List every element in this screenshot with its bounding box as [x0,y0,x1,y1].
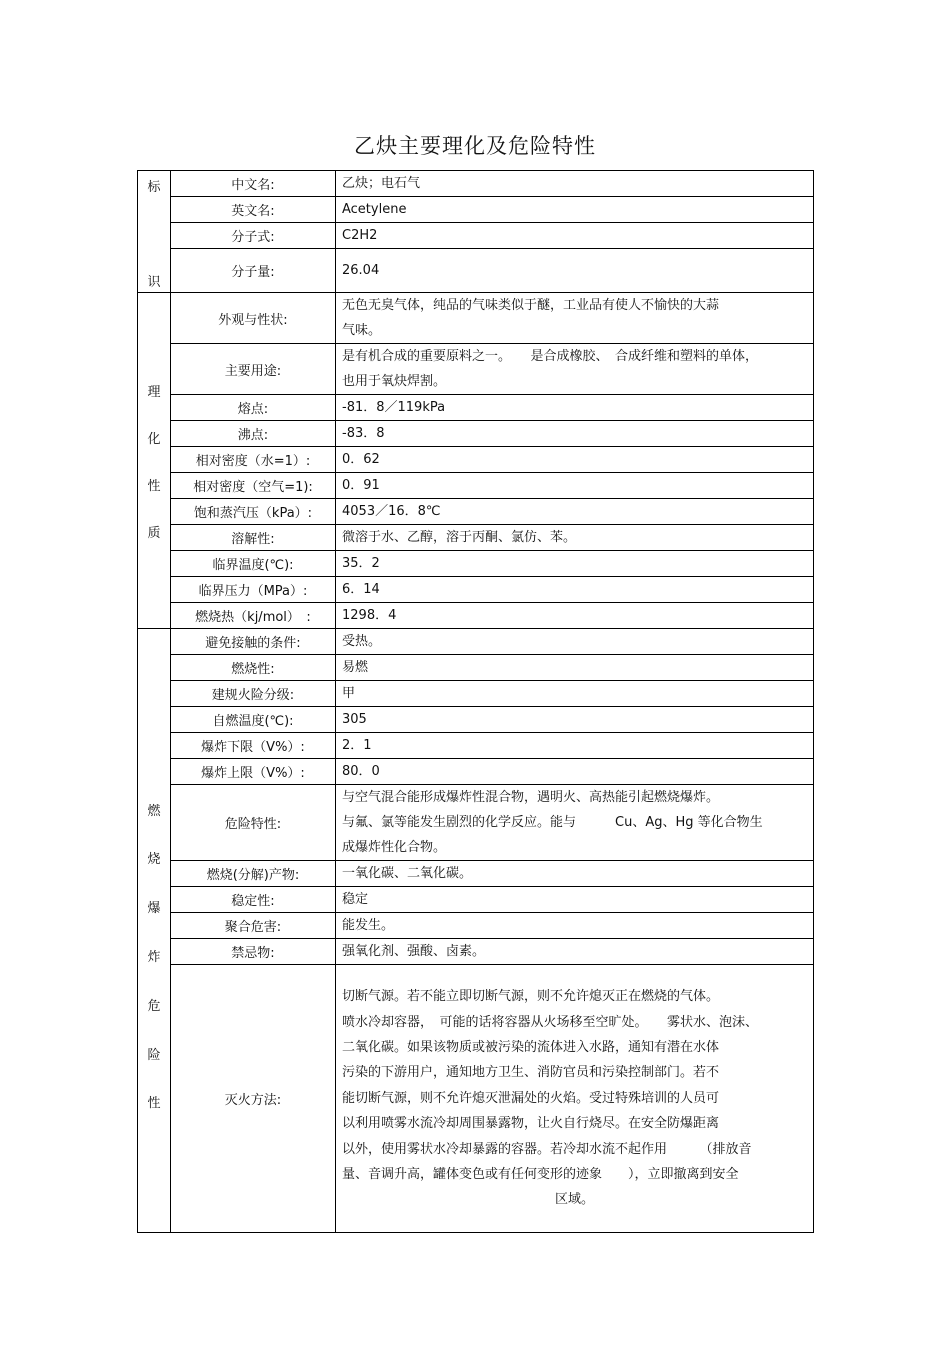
field-label: 英文名: [171,197,336,223]
table-row [138,913,814,939]
category-identification [138,171,171,293]
field-value: 无色无臭气体，纯品的气味类似于醚，工业品有使人不愉快的大蒜 气味。 [336,293,814,344]
category-char: 性 [147,478,161,494]
category-char: 标 [147,179,161,195]
table-row [138,551,814,577]
table-row [138,965,814,1233]
field-label: 避免接触的条件: [171,629,336,655]
table-row [138,171,814,197]
field-label: 禁忌物: [171,939,336,965]
field-value: 1298．4 [336,603,814,629]
field-value: Acetylene [336,197,814,223]
field-value: 80．0 [336,759,814,785]
field-label: 爆炸上限（V%）: [171,759,336,785]
field-value: 一氧化碳、二氧化碳。 [336,861,814,887]
category-char: 炸 [147,949,161,965]
field-value: 能发生。 [336,913,814,939]
field-value: 0．62 [336,447,814,473]
table-row [138,939,814,965]
category-char: 危 [147,998,161,1014]
field-label: 饱和蒸汽压（kPa）: [171,499,336,525]
table-row [138,785,814,861]
field-value: -81．8／119kPa [336,395,814,421]
category-char: 险 [147,1047,161,1063]
field-value: 35．2 [336,551,814,577]
field-label: 临界温度(℃): [171,551,336,577]
field-value: 26.04 [336,249,814,293]
field-label: 危险特性: [171,785,336,861]
table-row [138,499,814,525]
category-char: 识 [147,274,161,290]
category-combustion-hazard [138,629,171,1233]
category-char: 爆 [147,901,161,917]
field-value: 切断气源。若不能立即切断气源，则不允许熄灭正在燃烧的气体。 喷水冷却容器， 可能的话将容器从火场移至空旷处。 雾状水、泡沫、 二氧化碳。如果该物质或被污染的流体进入水路，通知有潜在水体 污染的下游用户，通知地方卫生、消防官员和污染控制部门。若不 能切断气源，则不允许熄灭泄漏处的火焰。受过特殊培训的人员可 以利用喷雾水流冷却周围暴露物，让火自行烧尽。在安全防爆距离 以外，使用雾状水冷却暴露的容器。若冷却水流不起作用 （排放音 量、音调升高，罐体变色或有任何变形的迹象 ），立即撤离到安全 区域。 [336,965,814,1233]
category-char: 质 [147,525,161,541]
table-row [138,733,814,759]
field-value: 易燃 [336,655,814,681]
field-value: -83．8 [336,421,814,447]
category-char: 燃 [147,803,161,819]
field-label: 沸点: [171,421,336,447]
table-row [138,223,814,249]
table-body [138,171,814,1233]
category-char: 理 [147,384,161,400]
field-value: 与空气混合能形成爆炸性混合物，遇明火、高热能引起燃烧爆炸。 与氟、氯等能发生剧烈的化学反应。能与 Cu、Ag、Hg 等化合物生 成爆炸性化合物。 [336,785,814,861]
category-char: 化 [147,431,161,447]
field-value: 微溶于水、乙醇，溶于丙酮、氯仿、苯。 [336,525,814,551]
field-label: 灭火方法: [171,965,336,1233]
category-char: 性 [147,1096,161,1112]
table-row [138,887,814,913]
document-title: 乙炔主要理化及危险特性 [354,134,596,158]
table-row [138,395,814,421]
property-table [137,170,814,1233]
table-row [138,629,814,655]
field-label: 中文名: [171,171,336,197]
table-row [138,197,814,223]
table-row [138,603,814,629]
field-value: 稳定 [336,887,814,913]
field-value: 受热。 [336,629,814,655]
table-row [138,759,814,785]
field-label: 分子式: [171,223,336,249]
field-label: 聚合危害: [171,913,336,939]
field-label: 自燃温度(℃): [171,707,336,733]
table-row [138,293,814,344]
field-value: 305 [336,707,814,733]
field-value: C2H2 [336,223,814,249]
table-row [138,681,814,707]
field-value: 4053／16．8℃ [336,499,814,525]
field-label: 燃烧(分解)产物: [171,861,336,887]
field-label: 临界压力（MPa）: [171,577,336,603]
table-row [138,344,814,395]
field-label: 建规火险分级: [171,681,336,707]
field-label: 分子量: [171,249,336,293]
field-label: 熔点: [171,395,336,421]
field-label: 燃烧热（kj/mol） : [171,603,336,629]
table-row [138,655,814,681]
table-row [138,525,814,551]
field-label: 主要用途: [171,344,336,395]
field-value: 强氧化剂、强酸、卤素。 [336,939,814,965]
field-label: 相对密度（空气=1): [171,473,336,499]
table-row [138,861,814,887]
field-value: 是有机合成的重要原料之一。 是合成橡胶、 合成纤维和塑料的单体， 也用于氧炔焊割。 [336,344,814,395]
field-value: 甲 [336,681,814,707]
field-label: 相对密度（水=1）: [171,447,336,473]
table-row [138,447,814,473]
category-physicochemical [138,293,171,629]
field-value: 乙炔；电石气 [336,171,814,197]
field-label: 爆炸下限（V%）: [171,733,336,759]
table-row [138,421,814,447]
table-row [138,577,814,603]
field-value: 0．91 [336,473,814,499]
field-value: 6．14 [336,577,814,603]
field-label: 稳定性: [171,887,336,913]
table-row [138,707,814,733]
category-char: 烧 [147,852,161,868]
field-value: 2．1 [336,733,814,759]
table-row [138,473,814,499]
field-label: 外观与性状: [171,293,336,344]
field-label: 燃烧性: [171,655,336,681]
field-label: 溶解性: [171,525,336,551]
table-row [138,249,814,293]
